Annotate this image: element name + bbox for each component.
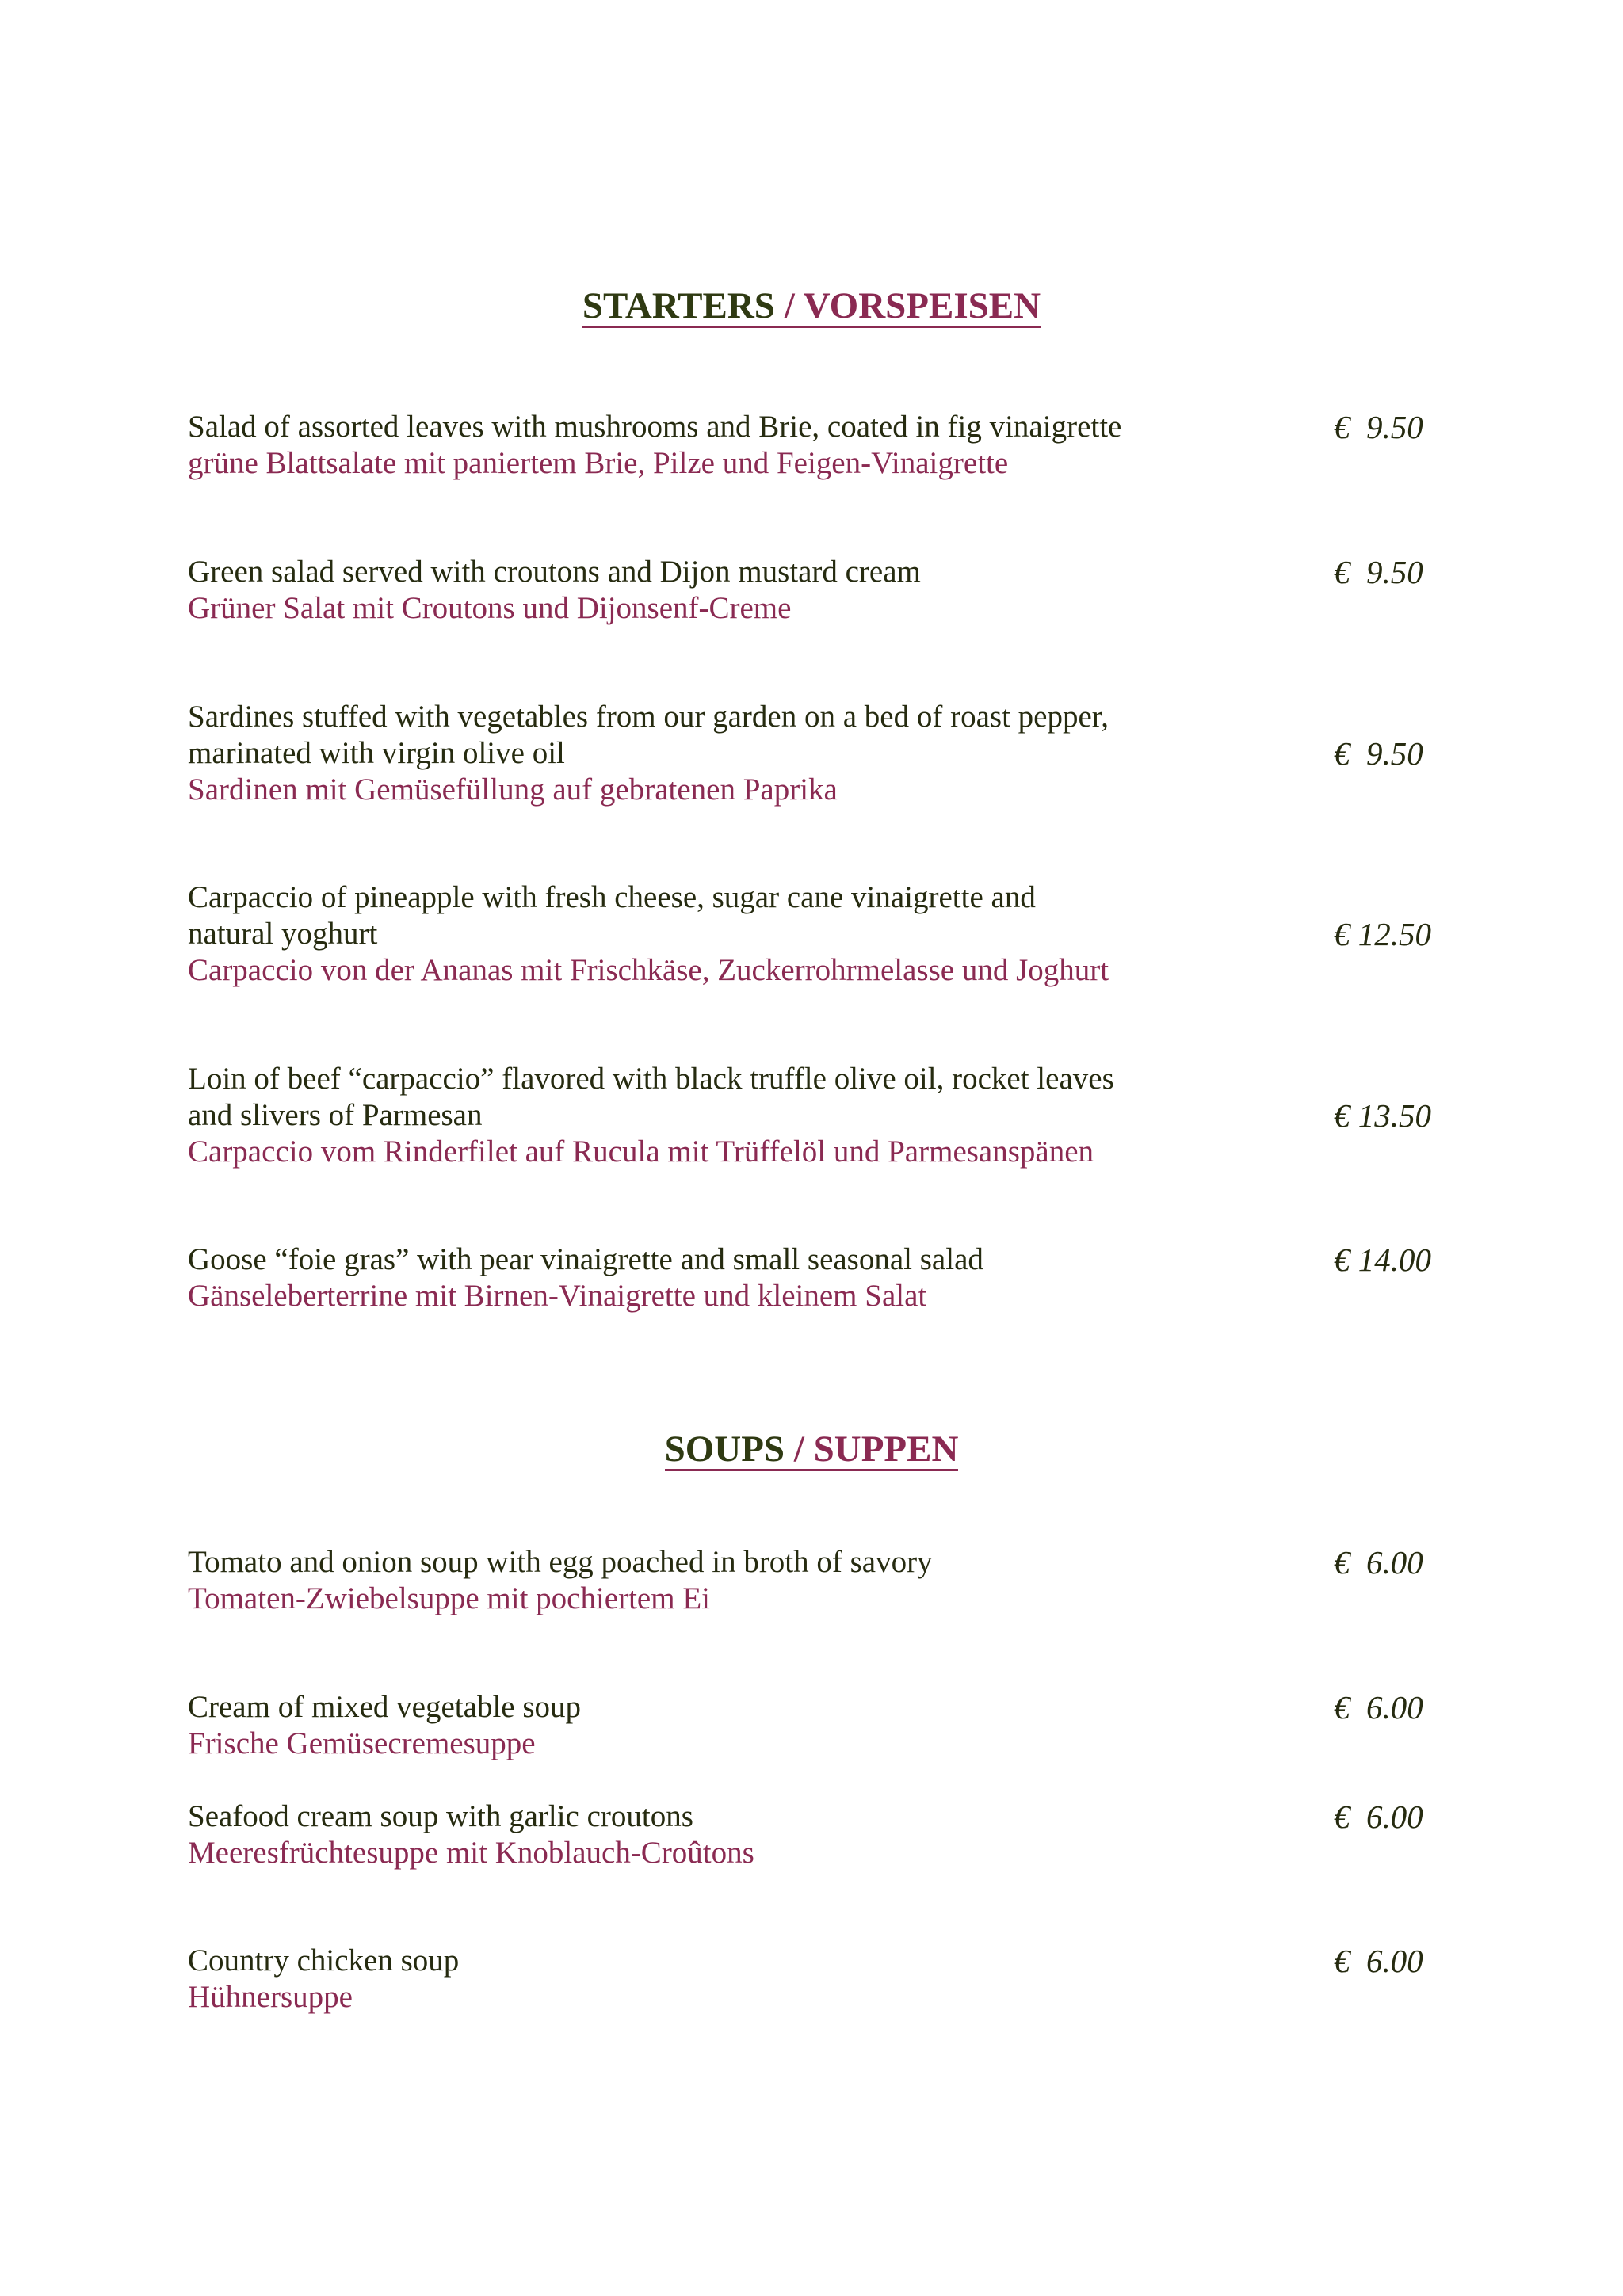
- heading-separator: /: [784, 285, 795, 326]
- item-price: € 6.00: [1334, 1943, 1423, 1979]
- item-name-en-continued: and slivers of Parmesan: [188, 1098, 483, 1132]
- item-price: € 6.00: [1334, 1544, 1423, 1581]
- heading-separator: /: [793, 1428, 804, 1470]
- item-name-en: Seafood cream soup with garlic croutons: [188, 1799, 693, 1833]
- item-name-en: Sardines stuffed with vegetables from our garden on a bed of roast pepper,: [188, 700, 1109, 734]
- item-price: € 14.00: [1334, 1241, 1431, 1278]
- item-name-de: Hühnersuppe: [188, 1980, 353, 2014]
- menu-item: [188, 1061, 1456, 1188]
- item-name-en: Green salad served with croutons and Dijon mustard cream: [188, 555, 921, 589]
- menu-item: [188, 1689, 1456, 1816]
- item-name-de: Tomaten-Zwiebelsuppe mit pochiertem Ei: [188, 1581, 710, 1615]
- item-price: € 9.50: [1334, 735, 1423, 772]
- heading-title-en: STARTERS: [582, 285, 775, 326]
- item-name-de: Grüner Salat mit Croutons und Dijonsenf-Creme: [188, 591, 792, 625]
- item-name-de: Gänseleberterrine mit Birnen-Vinaigrette und kleinem Salat: [188, 1279, 927, 1313]
- item-name-en-continued: marinated with virgin olive oil: [188, 736, 565, 770]
- heading-underline: [582, 286, 1041, 328]
- item-name-en-continued: natural yoghurt: [188, 917, 378, 951]
- menu-item: [188, 1943, 1456, 2069]
- item-name-en: Loin of beef “carpaccio” flavored with black truffle olive oil, rocket leaves: [188, 1062, 1114, 1096]
- heading-title-de: SUPPEN: [813, 1428, 959, 1470]
- menu-item: [188, 1241, 1456, 1368]
- item-price: € 9.50: [1334, 554, 1423, 590]
- item-name-en: Tomato and onion soup with egg poached in broth of savory: [188, 1545, 933, 1579]
- menu-item: [188, 699, 1456, 826]
- item-name-en: Carpaccio of pineapple with fresh cheese, sugar cane vinaigrette and: [188, 880, 1036, 914]
- menu-item: [188, 1544, 1456, 1671]
- item-name-de: Meeresfrüchtesuppe mit Knoblauch-Croûtons: [188, 1836, 754, 1870]
- item-name-de: Sardinen mit Gemüsefüllung auf gebratenen Paprika: [188, 772, 838, 807]
- menu-item: [188, 1798, 1456, 1925]
- menu-item: [188, 409, 1456, 536]
- item-name-de: Frische Gemüsecremesuppe: [188, 1726, 536, 1760]
- heading-title-en: SOUPS: [664, 1428, 785, 1470]
- menu-item: [188, 554, 1456, 681]
- item-price: € 12.50: [1334, 916, 1431, 952]
- item-name-de: Carpaccio vom Rinderfilet auf Rucula mit Trüffelöl und Parmesanspänen: [188, 1135, 1094, 1169]
- section-heading-starters: [0, 284, 1623, 328]
- item-name-en: Cream of mixed vegetable soup: [188, 1690, 582, 1724]
- item-name-de: grüne Blattsalate mit paniertem Brie, Pilze und Feigen-Vinaigrette: [188, 446, 1009, 480]
- item-name-en: Goose “foie gras” with pear vinaigrette and small seasonal salad: [188, 1242, 983, 1276]
- item-price: € 6.00: [1334, 1689, 1423, 1726]
- item-price: € 6.00: [1334, 1798, 1423, 1835]
- heading-underline: [665, 1429, 959, 1471]
- menu-item: [188, 879, 1456, 1006]
- item-name-en: Salad of assorted leaves with mushrooms and Brie, coated in fig vinaigrette: [188, 410, 1122, 444]
- item-name-de: Carpaccio von der Ananas mit Frischkäse, Zuckerrohrmelasse und Joghurt: [188, 953, 1109, 987]
- item-price: € 13.50: [1334, 1097, 1431, 1134]
- item-name-en: Country chicken soup: [188, 1943, 460, 1978]
- section-heading-soups: [0, 1427, 1623, 1471]
- heading-title-de: VORSPEISEN: [803, 285, 1041, 326]
- item-price: € 9.50: [1334, 409, 1423, 445]
